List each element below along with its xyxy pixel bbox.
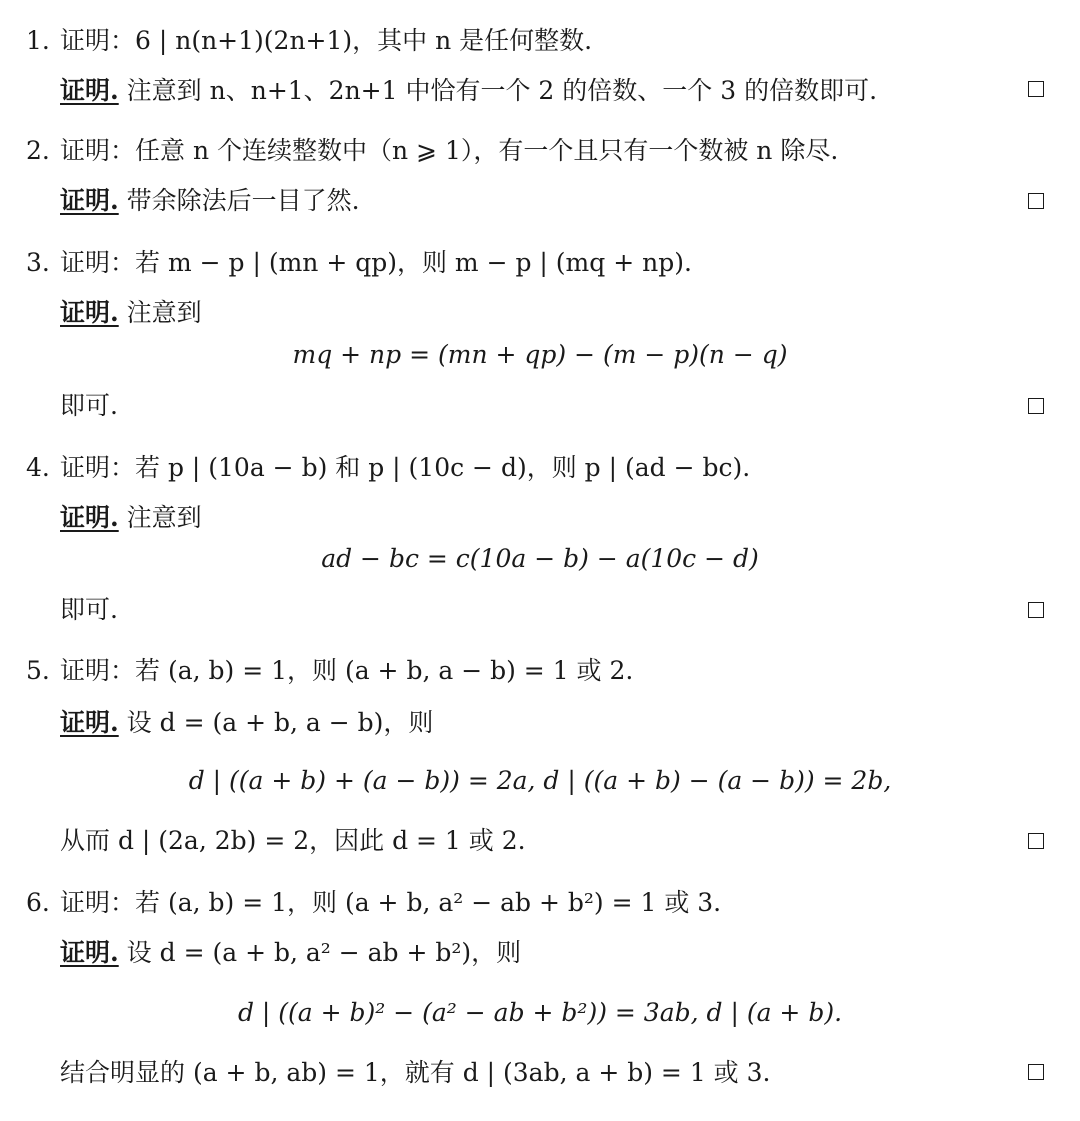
conclusion-text: 结合明显的 (a + b, ab) = 1，就有 d | (3ab, a + b) = 1 或 3. <box>60 1058 771 1087</box>
proof-label: 证明. <box>60 503 119 532</box>
problem-number: 5. <box>26 656 50 685</box>
proof-label: 证明. <box>60 76 119 105</box>
problem-number: 1. <box>26 26 50 55</box>
qed-box-icon <box>1028 193 1044 209</box>
conclusion-text: 即可. <box>60 595 118 624</box>
proof-text: 设 d = (a + b, a² − ab + b²)，则 <box>126 938 522 967</box>
proof-label: 证明. <box>60 298 119 327</box>
problem-number: 2. <box>26 136 50 165</box>
qed-box-icon <box>1028 398 1044 414</box>
problem-number: 3. <box>26 248 50 277</box>
statement-text: 证明：若 (a, b) = 1，则 (a + b, a − b) = 1 或 2. <box>60 656 634 685</box>
statement-text: 证明：若 m − p | (mn + qp)，则 m − p | (mq + np). <box>60 248 692 277</box>
problem-number: 6. <box>26 888 50 917</box>
display-equation: mq + np = (mn + qp) − (m − p)(n − q) <box>292 340 788 369</box>
proof-text: 注意到 <box>126 298 202 327</box>
conclusion-text: 即可. <box>60 391 118 420</box>
proof-text: 注意到 <box>126 503 202 532</box>
proof-text: 带余除法后一目了然. <box>126 186 360 215</box>
statement-text: 证明：若 p | (10a − b) 和 p | (10c − d)，则 p | (ad − bc). <box>60 453 751 482</box>
proof-label: 证明. <box>60 938 119 967</box>
statement-text: 证明：若 (a, b) = 1，则 (a + b, a² − ab + b²) = 1 或 3. <box>60 888 722 917</box>
proof-text: 设 d = (a + b, a − b)，则 <box>126 708 434 737</box>
statement-text: 证明：6 | n(n+1)(2n+1)，其中 n 是任何整数. <box>60 26 593 55</box>
conclusion-text: 从而 d | (2a, 2b) = 2，因此 d = 1 或 2. <box>60 826 526 855</box>
statement-text: 证明：任意 n 个连续整数中（n ⩾ 1），有一个且只有一个数被 n 除尽. <box>60 136 839 165</box>
proof-text: 注意到 n、n+1、2n+1 中恰有一个 2 的倍数、一个 3 的倍数即可. <box>126 76 878 105</box>
display-equation: d | ((a + b)² − (a² − ab + b²)) = 3ab, d | (a + b). <box>237 998 843 1027</box>
qed-box-icon <box>1028 833 1044 849</box>
display-equation: ad − bc = c(10a − b) − a(10c − d) <box>321 544 759 573</box>
problem-number: 4. <box>26 453 50 482</box>
proof-label: 证明. <box>60 708 119 737</box>
qed-box-icon <box>1028 602 1044 618</box>
display-equation: d | ((a + b) + (a − b)) = 2a, d | ((a + b) − (a − b)) = 2b, <box>188 766 892 795</box>
qed-box-icon <box>1028 1064 1044 1080</box>
proof-label: 证明. <box>60 186 119 215</box>
qed-box-icon <box>1028 81 1044 97</box>
